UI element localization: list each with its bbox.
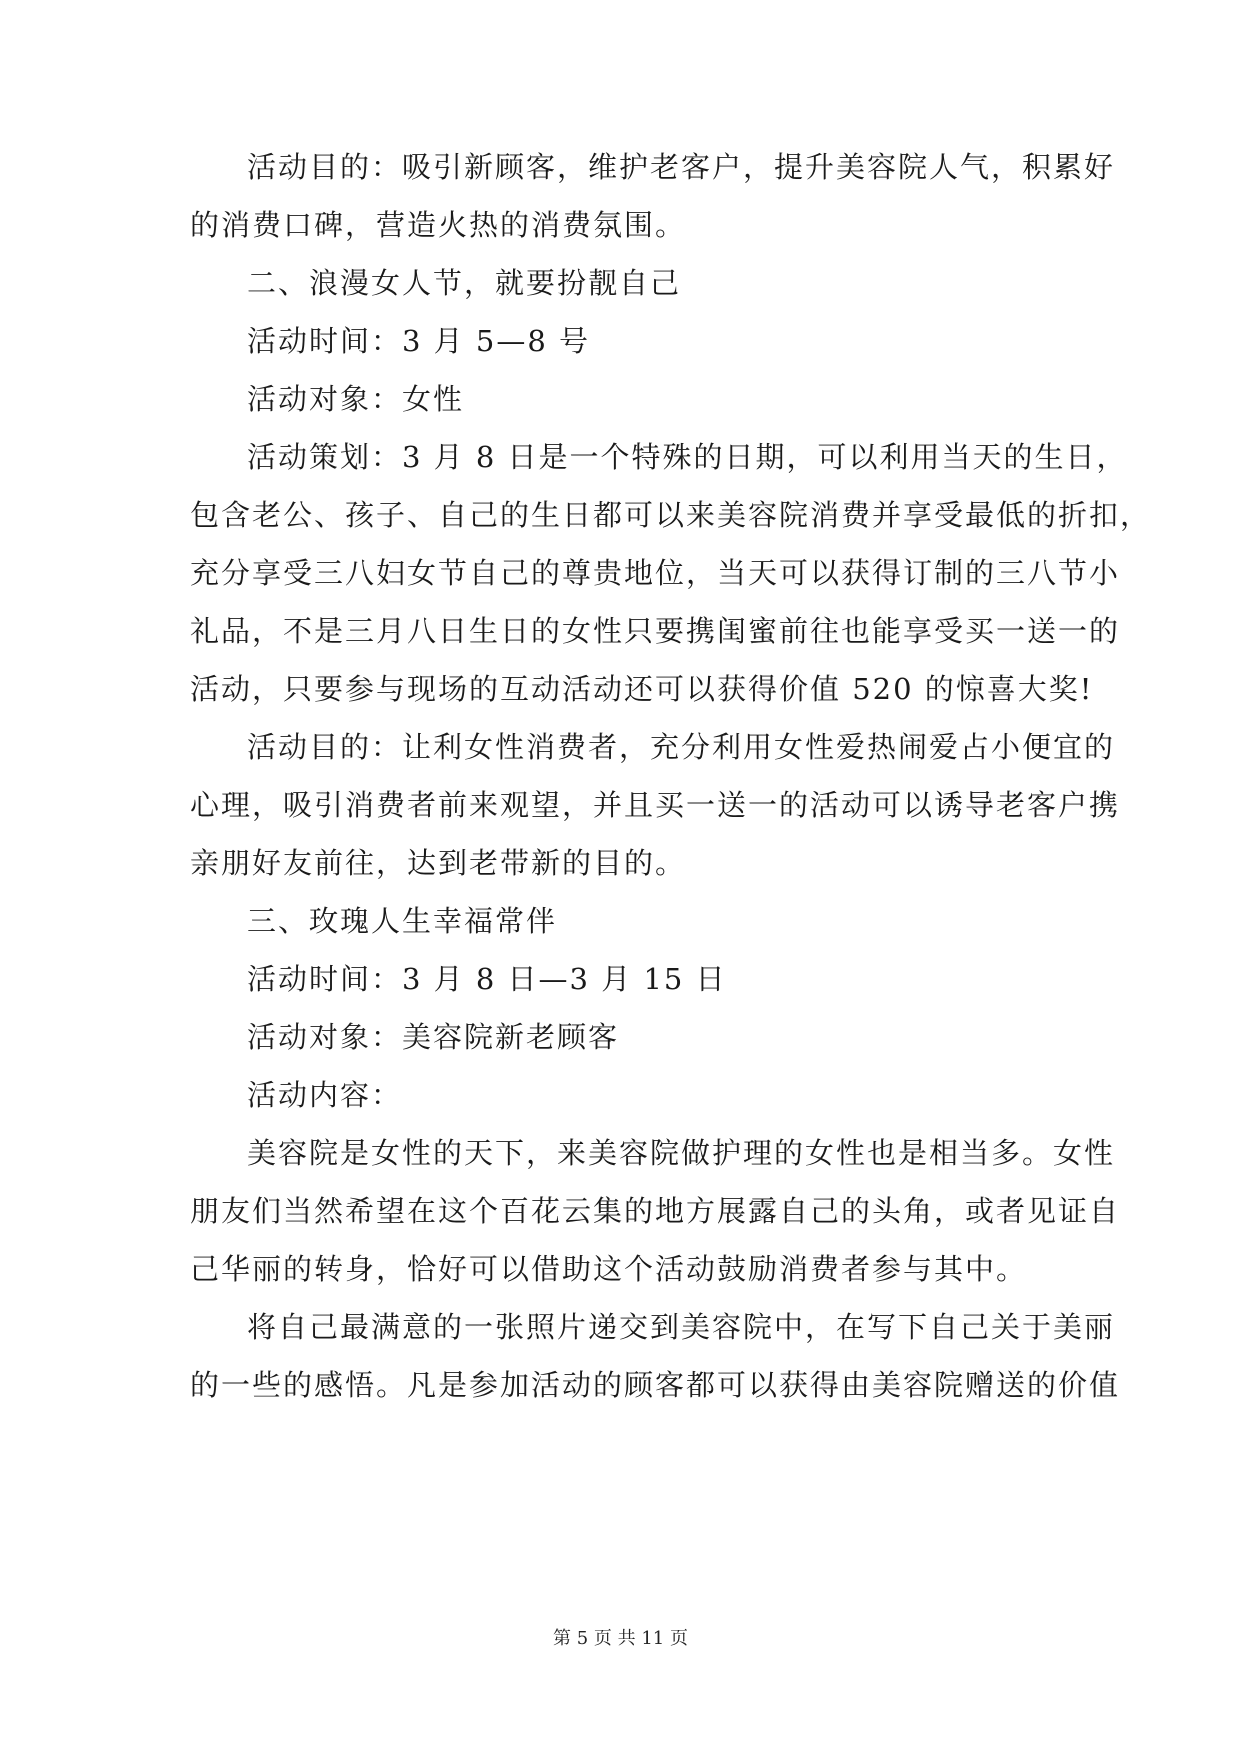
paragraph-line: 活动目的：让利女性消费者，充分利用女性爱热闹爱占小便宜的: [247, 730, 1116, 764]
paragraph-line: 活动时间：3 月 8 日—3 月 15 日: [247, 962, 727, 996]
paragraph-line: 活动对象：女性: [247, 382, 465, 416]
paragraph-line: 的消费口碑，营造火热的消费氛围。: [190, 208, 687, 242]
section-heading: 三、玫瑰人生幸福常伴: [247, 904, 558, 938]
paragraph-line: 活动内容：: [247, 1078, 403, 1112]
paragraph-line: 活动目的：吸引新顾客，维护老客户，提升美容院人气，积累好: [247, 150, 1116, 184]
paragraph-line: 活动，只要参与现场的互动活动还可以获得价值 520 的惊喜大奖!: [190, 672, 1094, 706]
paragraph-line: 亲朋好友前往，达到老带新的目的。: [190, 846, 687, 880]
paragraph-line: 充分享受三八妇女节自己的尊贵地位，当天可以获得订制的三八节小: [190, 556, 1121, 590]
paragraph-line: 礼品，不是三月八日生日的女性只要携闺蜜前往也能享受买一送一的: [190, 614, 1121, 648]
paragraph-line: 的一些的感悟。凡是参加活动的顾客都可以获得由美容院赠送的价值: [190, 1368, 1121, 1402]
paragraph-line: 活动对象：美容院新老顾客: [247, 1020, 620, 1054]
paragraph-line: 将自己最满意的一张照片递交到美容院中，在写下自己关于美丽: [247, 1310, 1116, 1344]
section-heading: 二、浪漫女人节，就要扮靓自己: [247, 266, 682, 300]
paragraph-line: 美容院是女性的天下，来美容院做护理的女性也是相当多。女性: [247, 1136, 1116, 1170]
paragraph-line: 包含老公、孩子、自己的生日都可以来美容院消费并享受最低的折扣，: [190, 498, 1152, 532]
paragraph-line: 活动时间：3 月 5—8 号: [247, 324, 591, 358]
paragraph-line: 己华丽的转身，恰好可以借助这个活动鼓励消费者参与其中。: [190, 1252, 1028, 1286]
paragraph-line: 朋友们当然希望在这个百花云集的地方展露自己的头角，或者见证自: [190, 1194, 1121, 1228]
page-footer: 第 5 页 共 11 页: [553, 1628, 688, 1649]
paragraph-line: 活动策划：3 月 8 日是一个特殊的日期，可以利用当天的生日，: [247, 440, 1128, 474]
paragraph-line: 心理，吸引消费者前来观望，并且买一送一的活动可以诱导老客户携: [190, 788, 1121, 822]
